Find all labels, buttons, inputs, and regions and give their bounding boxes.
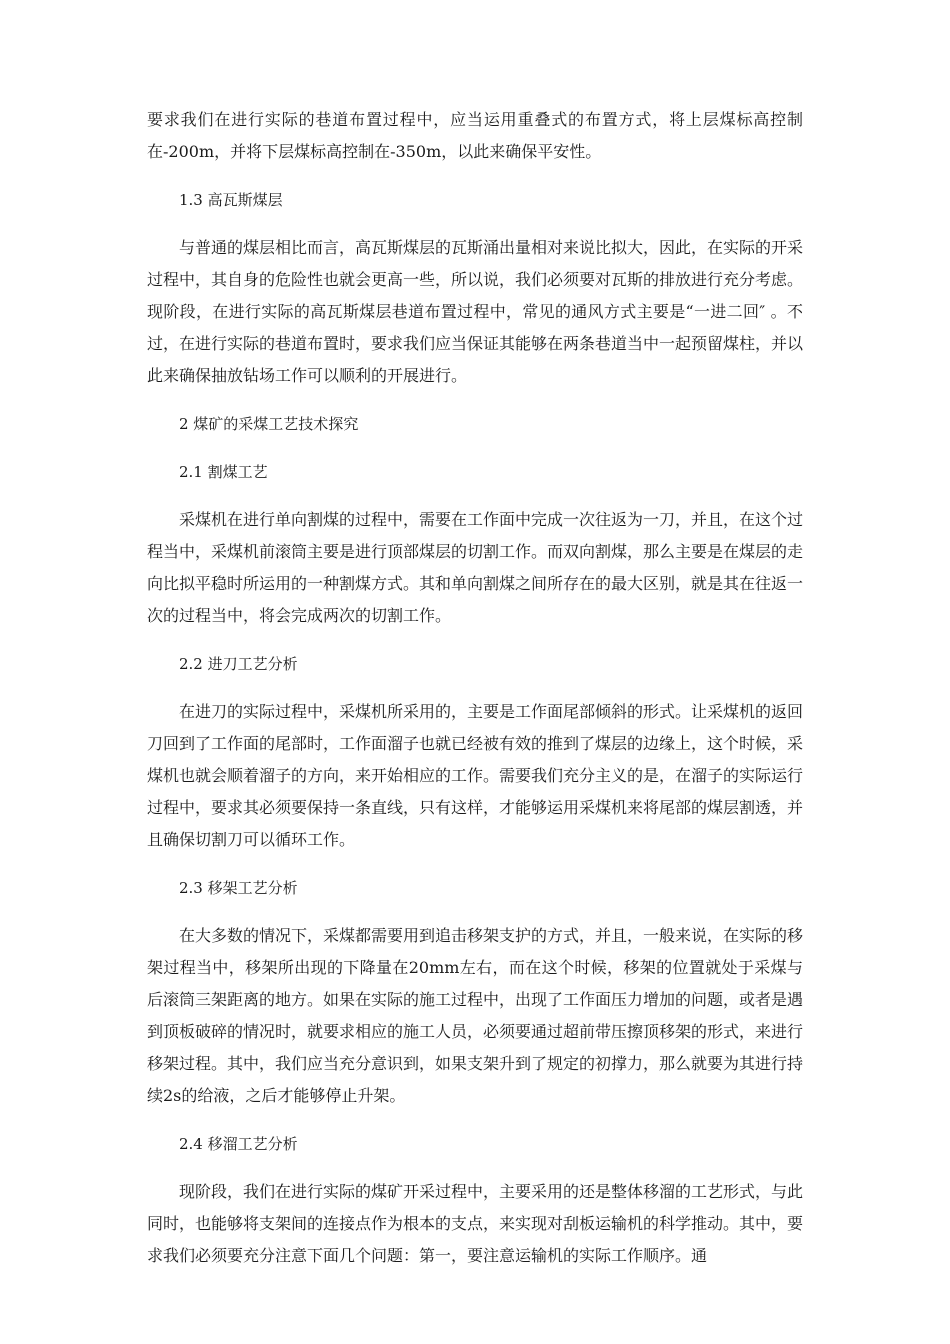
paragraph-feed-process: 在进刀的实际过程中，采煤机所采用的，主要是工作面尾部倾斜的形式。让采煤机的返回刀回到了工作面的尾部时，工作面溜子也就已经被有效的推到了煤层的边缘上，这个时候，采煤机也就会顺着溜子的方向，来开始相应的工作。需要我们充分主义的是，在溜子的实际运行过程中，要求其必须要保持一条直线，只有这样，才能够运用采煤机来将尾部的煤层割透，并且确保切割刀可以循环工作。 [147, 702, 804, 849]
heading-2-1: 2.1 割煤工艺 [179, 463, 268, 481]
paragraph-conveyor-moving: 现阶段，我们在进行实际的煤矿开采过程中，主要采用的还是整体移溜的工艺形式，与此同时，也能够将支架间的连接点作为根本的支点，来实现对刮板运输机的科学推动。其中，要求我们必须要充分注意下面几个问题：第一，要注意运输机的实际工作顺序。通 [147, 1182, 804, 1265]
paragraph-cutting-process: 采煤机在进行单向割煤的过程中，需要在工作面中完成一次往返为一刀，并且，在这个过程当中，采煤机前滚筒主要是进行顶部煤层的切割工作。而双向割煤，那么主要是在煤层的走向比拟平稳时所运用的一种割煤方式。其和单向割煤之间所存在的最大区别，就是其在往返一次的过程当中，将会完成两次的切割工作。 [147, 510, 804, 625]
heading-1-3: 1.3 高瓦斯煤层 [179, 191, 283, 209]
paragraph-layout-continuation: 要求我们在进行实际的巷道布置过程中，应当运用重叠式的布置方式，将上层煤标高控制在-200m，并将下层煤标高控制在-350m，以此来确保平安性。 [147, 110, 803, 161]
document-page [147, 104, 803, 1272]
paragraph-high-gas-seam: 与普通的煤层相比而言，高瓦斯煤层的瓦斯涌出量相对来说比拟大，因此，在实际的开采过程中，其自身的危险性也就会更高一些，所以说，我们必须要对瓦斯的排放进行充分考虑。现阶段，在进行实际的高瓦斯煤层巷道布置过程中，常见的通风方式主要是“一进二回″ 。不过，在进行实际的巷道布置时，要求我们应当保证其能够在两条巷道当中一起预留煤柱，并以此来确保抽放钻场工作可以顺利的开展进行。 [147, 238, 804, 385]
heading-2: 2 煤矿的采煤工艺技术探究 [179, 415, 359, 433]
heading-2-4: 2.4 移溜工艺分析 [179, 1135, 298, 1153]
heading-2-2: 2.2 进刀工艺分析 [179, 655, 298, 673]
heading-2-3: 2.3 移架工艺分析 [179, 879, 298, 897]
paragraph-support-moving: 在大多数的情况下，采煤都需要用到追击移架支护的方式，并且，一般来说，在实际的移架过程当中，移架所出现的下降量在20mm左右，而在这个时候，移架的位置就处于采煤与后滚筒三架距离的地方。如果在实际的施工过程中，出现了工作面压力增加的问题，或者是遇到顶板破碎的情况时，就要求相应的施工人员，必须要通过超前带压擦顶移架的形式，来进行移架过程。其中，我们应当充分意识到，如果支架升到了规定的初撑力，那么就要为其进行持续2s的给液，之后才能够停止升架。 [147, 926, 804, 1105]
